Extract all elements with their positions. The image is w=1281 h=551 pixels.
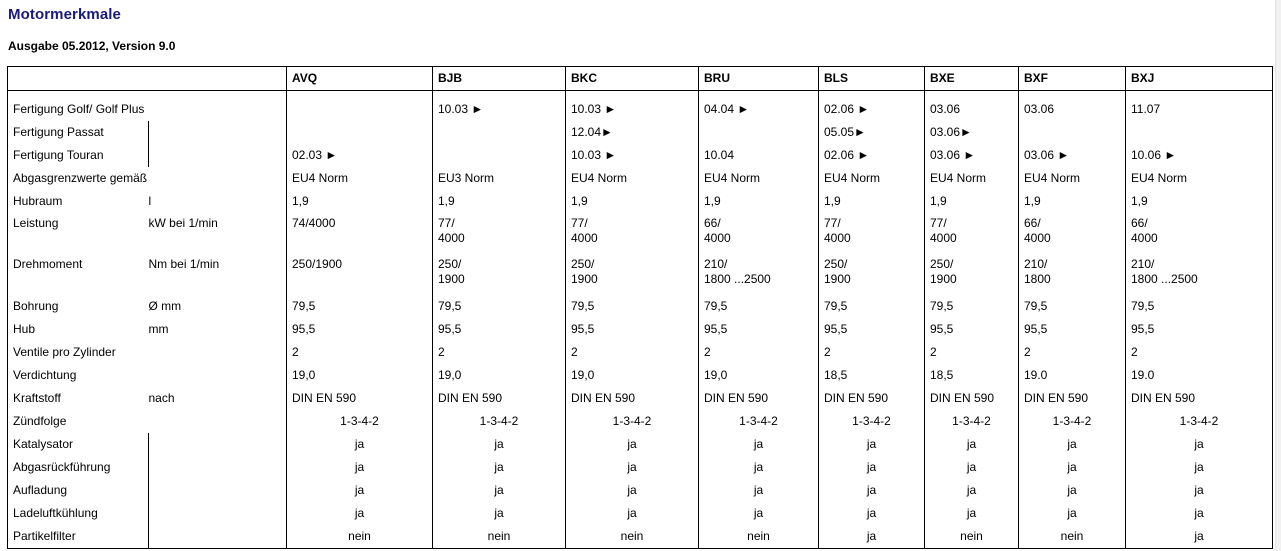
value-cell: 95,5	[925, 318, 1019, 341]
row-label: Abgasgrenzwerte gemäß	[8, 167, 149, 190]
value-cell: ja	[699, 456, 819, 479]
value-cell: DIN EN 590	[287, 387, 433, 410]
value-cell: ja	[566, 456, 699, 479]
value-cell: DIN EN 590	[819, 387, 925, 410]
value-cell: ja	[1019, 479, 1126, 502]
value-cell: 19,0	[287, 364, 433, 387]
row-label: Partikelfilter	[8, 525, 149, 549]
value-cell: ja	[566, 479, 699, 502]
value-line: 4000	[1131, 231, 1158, 245]
value-cell: nein	[287, 525, 433, 549]
value-cell	[433, 144, 566, 167]
value-cell: 10.03 ►	[566, 144, 699, 167]
engine-code-header: BLS	[819, 67, 925, 91]
value-cell: ja	[819, 502, 925, 525]
row-unit: kW bei 1/min	[148, 216, 218, 230]
table-body	[8, 67, 1273, 549]
row-label: Fertigung Passat	[8, 121, 149, 144]
table-row	[8, 190, 1273, 213]
row-label: Verdichtung	[8, 364, 149, 387]
value-cell: 2	[287, 341, 433, 364]
value-cell: 2	[1126, 341, 1273, 364]
value-cell	[566, 213, 699, 254]
value-cell: EU4 Norm	[925, 167, 1019, 190]
value-cell: EU4 Norm	[566, 167, 699, 190]
value-line: 4000	[704, 231, 731, 245]
row-label: Zündfolge	[8, 410, 149, 433]
value-cell: 1,9	[925, 190, 1019, 213]
value-cell: 2	[1019, 341, 1126, 364]
value-cell: 79,5	[819, 295, 925, 318]
row-unit: mm	[148, 322, 169, 336]
value-line: 77/	[571, 216, 588, 230]
value-cell: 1,9	[433, 190, 566, 213]
row-unit	[149, 479, 287, 502]
value-cell	[287, 254, 433, 295]
row-unit	[149, 364, 287, 387]
value-cell: 02.06 ►	[819, 144, 925, 167]
value-line: 1800 ...2500	[1131, 272, 1198, 286]
value-cell: ja	[287, 502, 433, 525]
value-cell: 05.05►	[819, 121, 925, 144]
value-cell: 18,5	[925, 364, 1019, 387]
table-row	[8, 318, 1273, 341]
engine-code-header: AVQ	[287, 67, 433, 91]
table-row	[8, 91, 1273, 122]
value-cell: 95,5	[1019, 318, 1126, 341]
value-cell: DIN EN 590	[433, 387, 566, 410]
value-cell: DIN EN 590	[1126, 387, 1273, 410]
value-cell	[1126, 121, 1273, 144]
engine-code-header: BXJ	[1126, 67, 1273, 91]
header-blank-cell	[8, 67, 287, 91]
value-cell: 03.06	[925, 91, 1019, 122]
value-line: 250/	[930, 257, 954, 271]
value-cell: 2	[819, 341, 925, 364]
value-cell: ja	[1126, 502, 1273, 525]
value-cell: ja	[1019, 456, 1126, 479]
value-cell	[433, 213, 566, 254]
value-cell: ja	[287, 433, 433, 456]
row-unit	[149, 341, 287, 364]
value-cell: EU3 Norm	[433, 167, 566, 190]
value-cell: 1-3-4-2	[699, 410, 819, 433]
value-cell: 02.03 ►	[287, 144, 433, 167]
row-unit	[149, 433, 287, 456]
value-line: 77/	[824, 216, 841, 230]
row-label: Abgasrückführung	[8, 456, 149, 479]
value-cell: ja	[819, 456, 925, 479]
value-line: 1900	[930, 272, 957, 286]
value-cell	[566, 254, 699, 295]
row-label: Bohrung	[8, 295, 149, 318]
row-label: Drehmoment	[8, 254, 149, 295]
value-line: 4000	[571, 231, 598, 245]
value-cell	[287, 121, 433, 144]
value-cell: DIN EN 590	[699, 387, 819, 410]
value-cell: 1,9	[1019, 190, 1126, 213]
value-cell	[1019, 121, 1126, 144]
value-cell: ja	[566, 433, 699, 456]
value-cell: ja	[566, 502, 699, 525]
value-cell: 95,5	[819, 318, 925, 341]
value-cell	[699, 254, 819, 295]
value-cell: 2	[699, 341, 819, 364]
value-cell	[699, 121, 819, 144]
value-cell: 79,5	[1019, 295, 1126, 318]
row-unit	[149, 144, 287, 167]
value-line: 1900	[571, 272, 598, 286]
value-cell: EU4 Norm	[1019, 167, 1126, 190]
value-line: 1800 ...2500	[704, 272, 771, 286]
row-unit: Ø mm	[148, 299, 182, 313]
value-cell: 79,5	[566, 295, 699, 318]
value-cell: 11.07	[1126, 91, 1273, 122]
table-row	[8, 254, 1273, 295]
value-cell: nein	[925, 525, 1019, 549]
value-cell: ja	[925, 479, 1019, 502]
value-cell	[287, 91, 433, 122]
value-cell: 03.06	[1019, 91, 1126, 122]
value-cell: ja	[1019, 502, 1126, 525]
value-cell	[819, 254, 925, 295]
value-cell: 18,5	[819, 364, 925, 387]
value-line: 1900	[824, 272, 851, 286]
value-line: 77/	[438, 216, 455, 230]
value-cell: nein	[566, 525, 699, 549]
value-cell: 1-3-4-2	[925, 410, 1019, 433]
value-cell: ja	[1019, 433, 1126, 456]
engine-code-header: BRU	[699, 67, 819, 91]
value-cell: ja	[287, 456, 433, 479]
value-cell: ja	[433, 433, 566, 456]
row-label: Hubraum	[8, 190, 149, 213]
value-cell: ja	[699, 479, 819, 502]
value-cell: 19.0	[1019, 364, 1126, 387]
table-row	[8, 167, 1273, 190]
row-unit	[149, 502, 287, 525]
engine-spec-table	[7, 66, 1273, 549]
value-cell: 95,5	[1126, 318, 1273, 341]
row-unit: l	[148, 194, 152, 208]
value-line: 66/	[1024, 216, 1041, 230]
value-cell: 10.06 ►	[1126, 144, 1273, 167]
value-line: 66/	[1131, 216, 1148, 230]
value-line: 250/	[824, 257, 848, 271]
value-cell: EU4 Norm	[1126, 167, 1273, 190]
value-line: 250/	[438, 257, 462, 271]
table-row	[8, 213, 1273, 254]
row-label: Kraftstoff	[8, 387, 149, 410]
value-cell: 1,9	[287, 190, 433, 213]
row-label: Aufladung	[8, 479, 149, 502]
value-cell: 19,0	[699, 364, 819, 387]
value-cell: 95,5	[433, 318, 566, 341]
row-label: Fertigung Touran	[8, 144, 149, 167]
table-row	[8, 502, 1273, 525]
value-cell: 1,9	[819, 190, 925, 213]
value-line: 4000	[1024, 231, 1051, 245]
table-row	[8, 410, 1273, 433]
value-cell: nein	[1019, 525, 1126, 549]
value-cell: ja	[925, 433, 1019, 456]
value-cell: ja	[819, 433, 925, 456]
row-unit	[149, 456, 287, 479]
value-cell: 1-3-4-2	[1126, 410, 1273, 433]
engine-code-header: BKC	[566, 67, 699, 91]
table-row	[8, 525, 1273, 549]
value-cell: ja	[433, 502, 566, 525]
value-cell: 79,5	[287, 295, 433, 318]
table-row	[8, 121, 1273, 144]
row-label: Ladeluftkühlung	[8, 502, 149, 525]
table-row	[8, 456, 1273, 479]
value-cell: 79,5	[925, 295, 1019, 318]
row-unit: Nm bei 1/min	[148, 257, 220, 271]
value-cell: EU4 Norm	[699, 167, 819, 190]
value-cell: 10.04	[699, 144, 819, 167]
value-cell	[1019, 213, 1126, 254]
value-cell: 95,5	[699, 318, 819, 341]
table-row	[8, 387, 1273, 410]
value-cell	[925, 254, 1019, 295]
engine-code-header: BXE	[925, 67, 1019, 91]
value-cell: ja	[1126, 479, 1273, 502]
value-cell: ja	[1126, 525, 1273, 549]
document-version: Ausgabe 05.2012, Version 9.0	[8, 39, 176, 53]
table-row	[8, 295, 1273, 318]
value-cell	[1126, 254, 1273, 295]
table-row	[8, 479, 1273, 502]
row-label: Katalysator	[8, 433, 149, 456]
value-cell	[925, 213, 1019, 254]
value-cell: nein	[433, 525, 566, 549]
value-cell: 95,5	[287, 318, 433, 341]
engine-code-header: BJB	[433, 67, 566, 91]
value-cell: 1,9	[1126, 190, 1273, 213]
value-cell: ja	[1126, 433, 1273, 456]
table-header-row	[8, 67, 1273, 91]
row-unit	[149, 121, 287, 144]
table-row	[8, 144, 1273, 167]
value-cell: 12.04►	[566, 121, 699, 144]
value-line: 210/	[1024, 257, 1048, 271]
value-cell: 1-3-4-2	[433, 410, 566, 433]
value-line: 1800	[1024, 272, 1051, 286]
value-cell	[1019, 254, 1126, 295]
row-unit	[149, 525, 287, 549]
value-line: 210/	[1131, 257, 1155, 271]
value-cell	[433, 254, 566, 295]
value-cell	[287, 213, 433, 254]
value-cell: ja	[699, 502, 819, 525]
value-cell: 1-3-4-2	[1019, 410, 1126, 433]
value-cell: 10.03 ►	[433, 91, 566, 122]
value-cell: 02.06 ►	[819, 91, 925, 122]
row-label: Leistung	[8, 213, 149, 254]
value-cell: DIN EN 590	[566, 387, 699, 410]
value-line: 4000	[824, 231, 851, 245]
page-title: Motormerkmale	[8, 6, 122, 23]
value-cell	[433, 121, 566, 144]
value-cell: 10.03 ►	[566, 91, 699, 122]
table-row	[8, 433, 1273, 456]
value-cell: EU4 Norm	[819, 167, 925, 190]
row-unit	[149, 167, 287, 190]
value-cell: ja	[819, 525, 925, 549]
row-unit: nach	[148, 391, 175, 405]
value-cell: 1-3-4-2	[287, 410, 433, 433]
value-cell: ja	[433, 456, 566, 479]
value-cell: 03.06 ►	[925, 144, 1019, 167]
row-label: Fertigung Golf/ Golf Plus	[8, 91, 149, 122]
value-cell: 19,0	[566, 364, 699, 387]
value-line: 250/	[571, 257, 595, 271]
value-line: 250/1900	[292, 257, 343, 271]
value-line: 66/	[704, 216, 721, 230]
vertical-scrollbar[interactable]	[1275, 0, 1281, 551]
value-cell: 2	[433, 341, 566, 364]
value-cell: 03.06 ►	[1019, 144, 1126, 167]
value-cell: ja	[819, 479, 925, 502]
value-cell: DIN EN 590	[1019, 387, 1126, 410]
value-cell: 1-3-4-2	[566, 410, 699, 433]
value-line: 4000	[930, 231, 957, 245]
value-line: 77/	[930, 216, 947, 230]
value-cell: ja	[287, 479, 433, 502]
value-cell: nein	[699, 525, 819, 549]
row-label: Hub	[8, 318, 149, 341]
value-cell: 19,0	[433, 364, 566, 387]
value-cell: 95,5	[566, 318, 699, 341]
value-cell: 1-3-4-2	[819, 410, 925, 433]
value-line: 1900	[438, 272, 465, 286]
row-unit	[149, 410, 287, 433]
value-cell: EU4 Norm	[287, 167, 433, 190]
value-cell: 79,5	[433, 295, 566, 318]
value-cell: ja	[699, 433, 819, 456]
value-cell: DIN EN 590	[925, 387, 1019, 410]
value-cell: ja	[925, 456, 1019, 479]
value-cell: 79,5	[699, 295, 819, 318]
value-cell: ja	[925, 502, 1019, 525]
table-row	[8, 364, 1273, 387]
value-cell: 04.04 ►	[699, 91, 819, 122]
value-cell	[699, 213, 819, 254]
engine-code-header: BXF	[1019, 67, 1126, 91]
value-cell: 03.06►	[925, 121, 1019, 144]
value-line: 4000	[438, 231, 465, 245]
value-cell: 79,5	[1126, 295, 1273, 318]
value-cell: 19.0	[1126, 364, 1273, 387]
row-unit	[149, 91, 287, 122]
value-line: 210/	[704, 257, 728, 271]
row-label: Ventile pro Zylinder	[8, 341, 149, 364]
value-cell: 1,9	[699, 190, 819, 213]
value-cell: 1,9	[566, 190, 699, 213]
table-row	[8, 341, 1273, 364]
value-cell: 2	[566, 341, 699, 364]
value-cell	[1126, 213, 1273, 254]
value-cell: 2	[925, 341, 1019, 364]
value-cell	[819, 213, 925, 254]
value-cell: ja	[433, 479, 566, 502]
value-cell: ja	[1126, 456, 1273, 479]
value-line: 74/4000	[292, 216, 336, 230]
